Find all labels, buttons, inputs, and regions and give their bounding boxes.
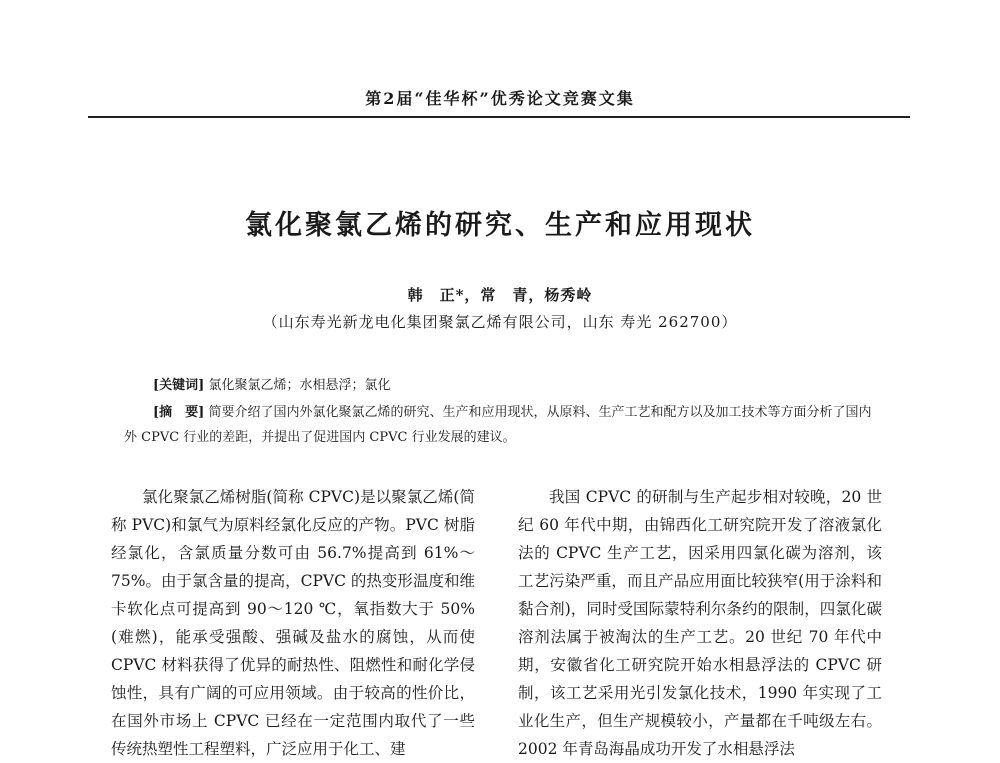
abstract-text: 简要介绍了国内外氯化聚氯乙烯的研究、生产和应用现状，从原料、生产工艺和配方以及加工技术等方面分析了国内外 CPVC 行业的差距，并提出了促进国内 CPVC 行业发展的建议。: [124, 405, 872, 445]
abstract-label: [摘 要]: [153, 405, 205, 420]
keywords-label: [关键词]: [153, 378, 205, 393]
keywords-line: [153, 374, 390, 393]
body-left-column: 氯化聚氯乙烯树脂(简称 CPVC)是以聚氯乙烯(简称 PVC)和氯气为原料经氯化反应的产物。PVC 树脂经氯化，含氯质量分数可由 56.7%提高到 61%～75%。由于氯含量的提高，CPVC 的热变形温度和维卡软化点可提高到 90～120 ℃，氧指数大于 50%(难燃)，能承受强酸、强碱及盐水的腐蚀，从而使 CPVC 材料获得了优异的耐热性、阻燃性和耐化学侵蚀性，具有广阔的可应用领域。由于较高的性价比，在国外市场上 CPVC 已经在一定范围内取代了一些传统热塑性工程塑料，广泛应用于化工、建: [111, 488, 475, 758]
keywords-text: 氯化聚氯乙烯；水相悬浮；氯化: [204, 378, 391, 393]
author-affiliation: （山东寿光新龙电化集团聚氯乙烯有限公司，山东 寿光 262700）: [262, 313, 738, 331]
article-title: 氯化聚氯乙烯的研究、生产和应用现状: [245, 210, 755, 241]
author-list: 韩 正*，常 青，杨秀岭: [407, 286, 593, 304]
abstract-paragraph: [124, 400, 876, 450]
body-right-column: 我国 CPVC 的研制与生产起步相对较晚，20 世纪 60 年代中期，由锦西化工研究院开发了溶液氯化法的 CPVC 生产工艺，因采用四氯化碳为溶剂，该工艺污染严重，而且产品应用面比较狭窄(用于涂料和黏合剂)，同时受国际蒙特利尔条约的限制，四氯化碳溶剂法属于被淘汰的生产工艺。20 世纪 70 年代中期，安徽省化工研究院开始水相悬浮法的 CPVC 研制，该工艺采用光引发氯化技术，1990 年实现了工业化生产，但生产规模较小，产量都在千吨级左右。2002 年青岛海晶成功开发了水相悬浮法: [518, 488, 882, 758]
header-rule: [88, 116, 910, 118]
running-header: 第2届“佳华杯”优秀论文竞赛文集: [365, 89, 635, 108]
